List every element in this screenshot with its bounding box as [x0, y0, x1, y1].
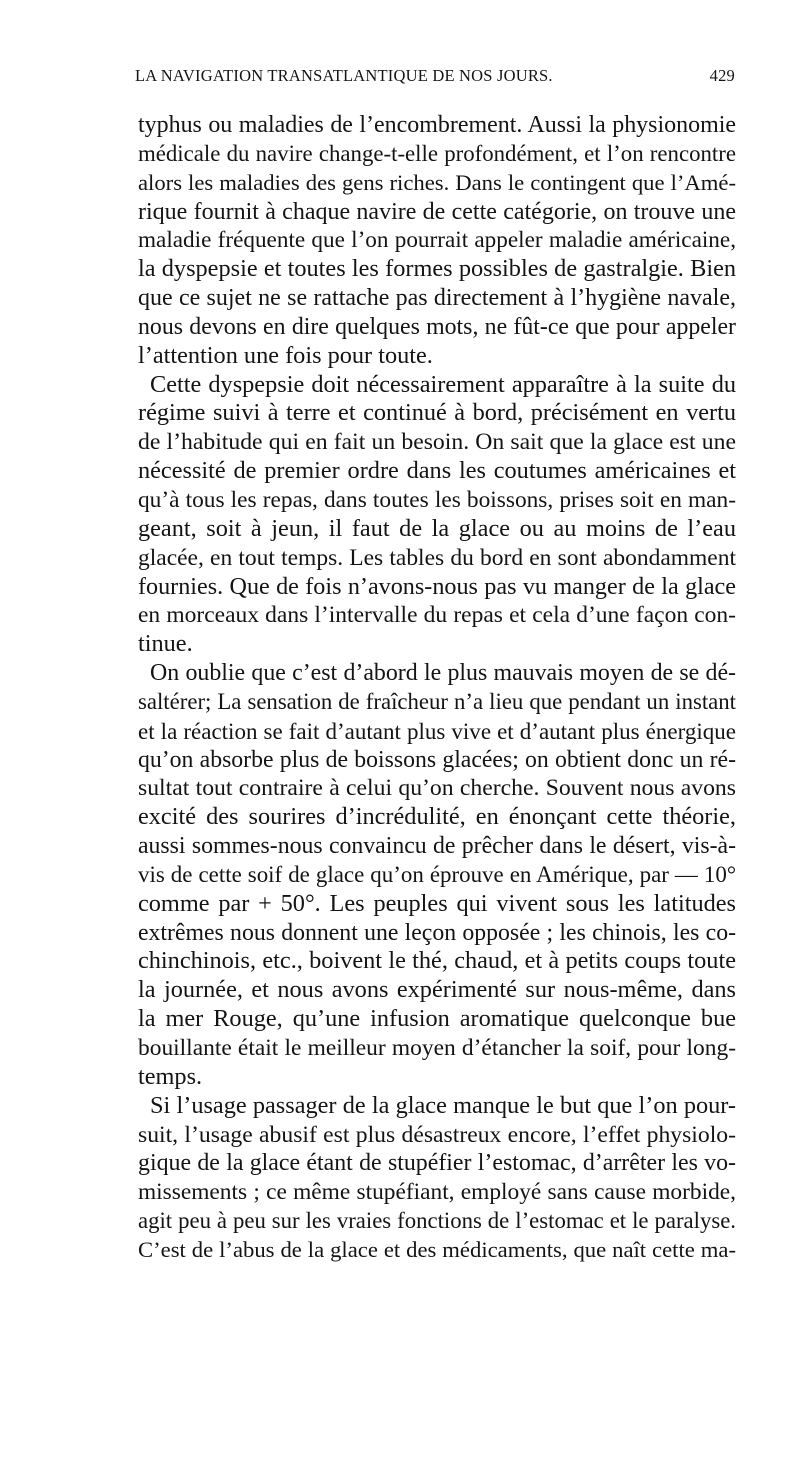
running-header	[135, 66, 735, 90]
running-title: LA NAVIGATION TRANSATLANTIQUE DE NOS JOURS.	[135, 66, 553, 85]
text-line: bouillante était le meilleur moyen d’étancher la soif, pour long-	[138, 1035, 736, 1061]
text-line: la dyspepsie et toutes les formes possibles de gastralgie. Bien	[138, 255, 736, 283]
text-line: nécessité de premier ordre dans les coutumes américaines et	[138, 457, 736, 485]
text-line: que ce sujet ne se rattache pas directement à l’hygiène navale,	[138, 285, 736, 312]
text-line: C’est de l’abus de la glace et des médicaments, que naît cette ma-	[138, 1236, 736, 1262]
text-line: geant, soit à jeun, il faut de la glace ou au moins de l’eau	[138, 514, 736, 542]
text-line: comme par + 50°. Les peuples qui vivent sous les latitudes	[138, 889, 736, 917]
text-line: On oublie que c’est d’abord le plus mauvais moyen de se dé-	[150, 660, 736, 687]
page-number: 429	[709, 66, 735, 85]
text-line: qu’à tous les repas, dans toutes les boissons, prises soit en man-	[138, 486, 736, 513]
text-line: aussi sommes-nous convaincu de prêcher dans le désert, vis-à-	[138, 833, 736, 860]
text-line: de l’habitude qui en fait un besoin. On sait que la glace est une	[138, 429, 736, 456]
text-line: maladie fréquente que l’on pourrait appeler maladie américaine,	[138, 227, 736, 254]
text-line: extrêmes nous donnent une leçon opposée ; les chinois, les co-	[138, 919, 736, 946]
text-line: fournies. Que de fois n’avons-nous pas vu manger de la glace	[138, 572, 736, 600]
text-line: en morceaux dans l’intervalle du repas et cela d’une façon con-	[138, 602, 736, 629]
text-line: Cette dyspepsie doit nécessairement apparaître à la suite du	[150, 370, 736, 398]
text-line: la journée, et nous avons expérimenté sur nous-même, dans	[138, 976, 736, 1004]
text-line: et la réaction se fait d’autant plus vive et d’autant plus énergique	[138, 717, 736, 744]
text-line: rique fournit à chaque navire de cette catégorie, on trouve une	[138, 198, 736, 225]
text-line: vis de cette soif de glace qu’on éprouve en Amérique, par — 10°	[138, 861, 736, 887]
text-line: l’attention une fois pour toute.	[138, 341, 433, 369]
text-line: sultat tout contraire à celui qu’on cherche. Souvent nous avons	[138, 775, 736, 802]
text-line: alors les maladies des gens riches. Dans le contingent que l’Amé-	[138, 169, 736, 195]
text-line: régime suivi à terre et continué à bord, précisément en vertu	[138, 399, 736, 427]
text-line: excité des sourires d’incrédulité, en énonçant cette théorie,	[138, 803, 736, 831]
text-line: tinue.	[138, 630, 193, 658]
text-line: la mer Rouge, qu’une infusion aromatique quelconque bue	[138, 1005, 736, 1033]
text-line: Si l’usage passager de la glace manque le but que l’on pour-	[150, 1091, 736, 1119]
text-line: missements ; ce même stupéfiant, employé sans cause morbide,	[138, 1179, 736, 1206]
text-line: nous devons en dire quelques mots, ne fût-ce que pour appeler	[138, 313, 736, 340]
text-line: chinchinois, etc., boivent le thé, chaud, et à petits coups toute	[138, 947, 736, 975]
text-line: qu’on absorbe plus de boissons glacées; on obtient donc un ré-	[138, 746, 736, 773]
text-line: suit, l’usage abusif est plus désastreux encore, l’effet physiolo-	[138, 1121, 736, 1148]
body-text	[138, 111, 736, 1265]
text-line: gique de la glace étant de stupéfier l’estomac, d’arrêter les vo-	[138, 1150, 736, 1177]
text-line: saltérer; La sensation de fraîcheur n’a lieu que pendant un instant	[138, 688, 736, 714]
text-line: glacée, en tout temps. Les tables du bord en sont abondamment	[138, 544, 736, 571]
text-line: médicale du navire change-t-elle profondément, et l’on rencontre	[138, 140, 736, 166]
text-line: temps.	[138, 1062, 203, 1090]
text-line: agit peu à peu sur les vraies fonctions de l’estomac et le paralyse.	[138, 1208, 736, 1234]
text-line: typhus ou maladies de l’encombrement. Aussi la physionomie	[138, 112, 736, 138]
